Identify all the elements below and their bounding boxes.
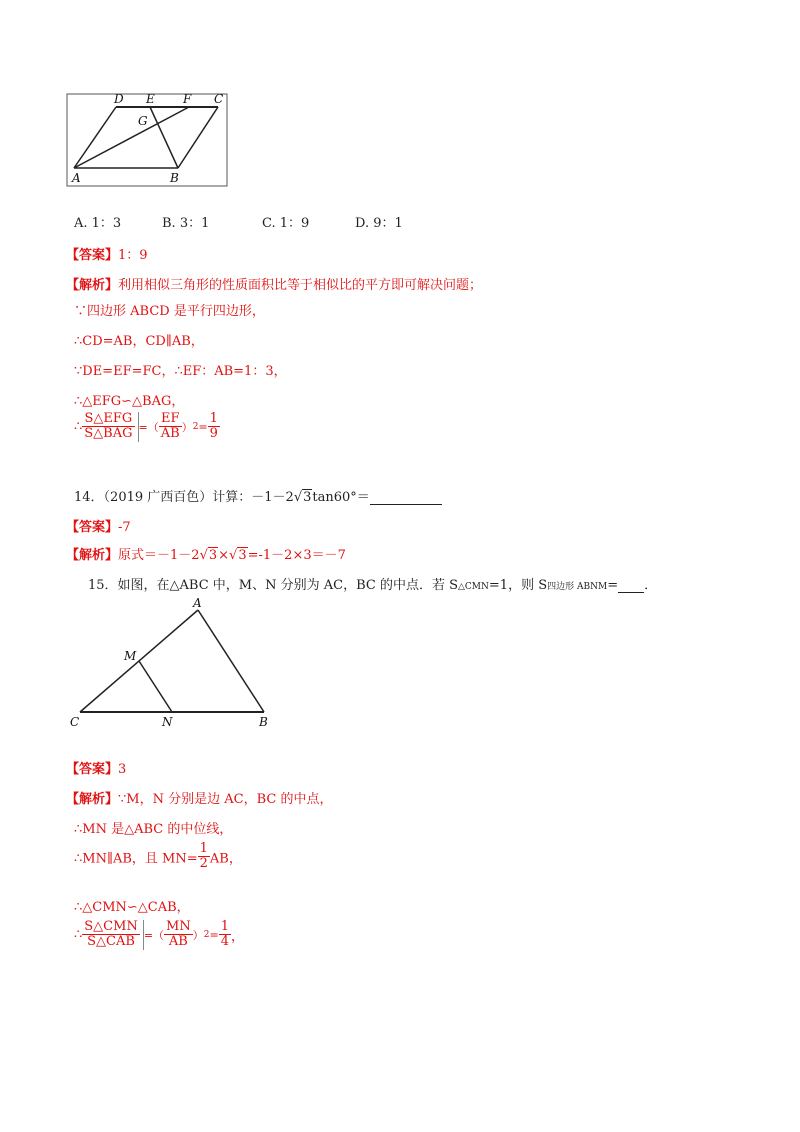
ratio-eq: =（ bbox=[138, 420, 159, 434]
q14-answer bbox=[66, 516, 131, 535]
side-ratio-fraction bbox=[164, 920, 193, 950]
half-numerator: 1 bbox=[199, 841, 208, 856]
q14-analysis bbox=[66, 544, 346, 563]
q13-answer bbox=[66, 244, 148, 263]
q13-line2: ∴CD=AB，CD∥AB， bbox=[74, 334, 204, 349]
answer-value: 1：9 bbox=[118, 248, 148, 263]
area-ratio-fraction bbox=[82, 920, 144, 950]
sqrt-sign: √ bbox=[293, 490, 303, 505]
side-denominator: AB bbox=[160, 426, 180, 442]
q14-suffix: tan60°＝ bbox=[312, 490, 370, 505]
segment-AF bbox=[74, 107, 189, 168]
sqrt-sign: √ bbox=[229, 548, 238, 563]
area-ratio-fraction bbox=[82, 412, 138, 442]
answer-tag: 【答案】 bbox=[66, 762, 119, 777]
label-D: D bbox=[114, 92, 124, 106]
result-fraction bbox=[208, 412, 220, 442]
answer-value: 3 bbox=[118, 762, 127, 777]
label-F: F bbox=[183, 92, 192, 106]
answer-value: -7 bbox=[118, 520, 131, 535]
q15-line2 bbox=[74, 842, 242, 872]
result-numerator: 1 bbox=[209, 411, 218, 426]
result-denominator: 9 bbox=[209, 426, 218, 442]
analysis-text: 利用相似三角形的性质面积比等于相似比的平方即可解决问题； bbox=[118, 278, 483, 293]
label-A: A bbox=[193, 596, 202, 610]
analysis-tag: 【解析】 bbox=[66, 792, 119, 807]
answer-blank bbox=[618, 579, 644, 593]
q14-a-end: =-1－2×3＝－7 bbox=[247, 548, 346, 563]
label-C: C bbox=[70, 715, 80, 729]
option-d: D. 9：1 bbox=[355, 216, 403, 231]
q15-question bbox=[88, 574, 657, 593]
analysis-text: ∵M，N 分别是边 AC，BC 的中点， bbox=[118, 792, 333, 807]
segment-EB bbox=[150, 107, 178, 168]
label-C: C bbox=[214, 92, 224, 106]
ratio-exp: 2 bbox=[203, 929, 210, 940]
result-numerator: 1 bbox=[220, 919, 229, 934]
q14-a-start: 原式＝－1－2 bbox=[118, 548, 200, 563]
ratio-denominator: S△BAG bbox=[84, 426, 133, 442]
label-N: N bbox=[162, 715, 173, 729]
label-B: B bbox=[259, 715, 268, 729]
ratio-numerator: S△CMN bbox=[84, 919, 138, 934]
q13-analysis bbox=[66, 274, 482, 293]
ratio-eq2: = bbox=[209, 928, 219, 942]
q13-line3: ∵DE=EF=FC，∴EF：AB=1：3， bbox=[74, 364, 287, 379]
q14-a-rad2: 3 bbox=[238, 548, 247, 563]
analysis-tag: 【解析】 bbox=[66, 548, 119, 563]
segment-AB bbox=[198, 610, 264, 712]
ratio-exp: 2 bbox=[192, 421, 199, 432]
q15-mid: =1，则 S bbox=[488, 578, 548, 593]
q15-analysis bbox=[66, 788, 332, 807]
q15-blank-end: ． bbox=[644, 578, 658, 593]
q15-line1: ∴MN 是△ABC 的中位线， bbox=[74, 822, 233, 837]
ratio-close: ） bbox=[181, 420, 193, 434]
q15-line2-b: AB， bbox=[209, 851, 242, 867]
q14-a-times: × bbox=[218, 548, 230, 563]
label-M: M bbox=[124, 649, 137, 663]
q15-answer bbox=[66, 758, 126, 777]
result-fraction bbox=[219, 920, 231, 950]
ratio-end: ， bbox=[230, 929, 244, 945]
label-A: A bbox=[72, 171, 81, 185]
ratio-close: ） bbox=[192, 928, 204, 942]
label-B: B bbox=[170, 171, 179, 185]
label-E: E bbox=[146, 92, 155, 106]
side-ratio-fraction bbox=[159, 412, 182, 442]
q15-sub2: 四边形 ABNM bbox=[547, 582, 608, 592]
side-denominator: AB bbox=[168, 934, 188, 950]
ratio-prefix: ∴ bbox=[74, 927, 83, 943]
q14-prefix: 14．（2019 广西百色）计算：－1－2 bbox=[74, 490, 294, 505]
triangle-figure bbox=[66, 594, 276, 734]
q13-line4: ∴△EFG∽△BAG， bbox=[74, 394, 185, 409]
option-b: B. 3：1 bbox=[162, 216, 210, 231]
q13-ratio-formula bbox=[74, 412, 220, 442]
answer-blank bbox=[370, 491, 442, 505]
segment-MN bbox=[139, 661, 172, 712]
ratio-denominator: S△CAB bbox=[87, 934, 135, 950]
side-numerator: MN bbox=[166, 919, 191, 934]
segment-AD bbox=[74, 107, 116, 168]
ratio-eq: =（ bbox=[143, 928, 165, 942]
ratio-prefix: ∴ bbox=[74, 419, 83, 435]
q13-line1: ∵四边形 ABCD 是平行四边形， bbox=[74, 304, 265, 319]
answer-tag: 【答案】 bbox=[66, 520, 119, 535]
ratio-numerator: S△EFG bbox=[82, 412, 134, 427]
q14-radicand: 3 bbox=[303, 490, 312, 505]
option-c: C. 1：9 bbox=[262, 216, 310, 231]
side-numerator: EF bbox=[159, 412, 182, 427]
q15-suffix: = bbox=[607, 578, 619, 593]
q14-question bbox=[74, 486, 442, 505]
q15-line2-a: ∴MN∥AB，且 MN= bbox=[74, 851, 198, 867]
option-a: A. 1：3 bbox=[74, 216, 122, 231]
ratio-eq2: = bbox=[198, 420, 208, 434]
result-denominator: 4 bbox=[220, 934, 229, 950]
answer-tag: 【答案】 bbox=[66, 248, 119, 263]
parallelogram-figure bbox=[66, 88, 234, 190]
half-denominator: 2 bbox=[199, 856, 208, 872]
q15-ratio-formula bbox=[74, 920, 244, 950]
q15-sub1: △CMN bbox=[458, 582, 489, 592]
label-G: G bbox=[138, 114, 148, 128]
q15-line3: ∴△CMN∽△CAB， bbox=[74, 900, 190, 915]
analysis-tag: 【解析】 bbox=[66, 278, 119, 293]
q15-prefix: 15．如图，在△ABC 中，M、N 分别为 AC，BC 的中点．若 S bbox=[88, 578, 458, 593]
q14-a-rad1: 3 bbox=[208, 548, 218, 563]
half-fraction bbox=[198, 842, 210, 872]
sqrt-sign: √ bbox=[199, 548, 208, 563]
segment-BC bbox=[178, 107, 218, 168]
